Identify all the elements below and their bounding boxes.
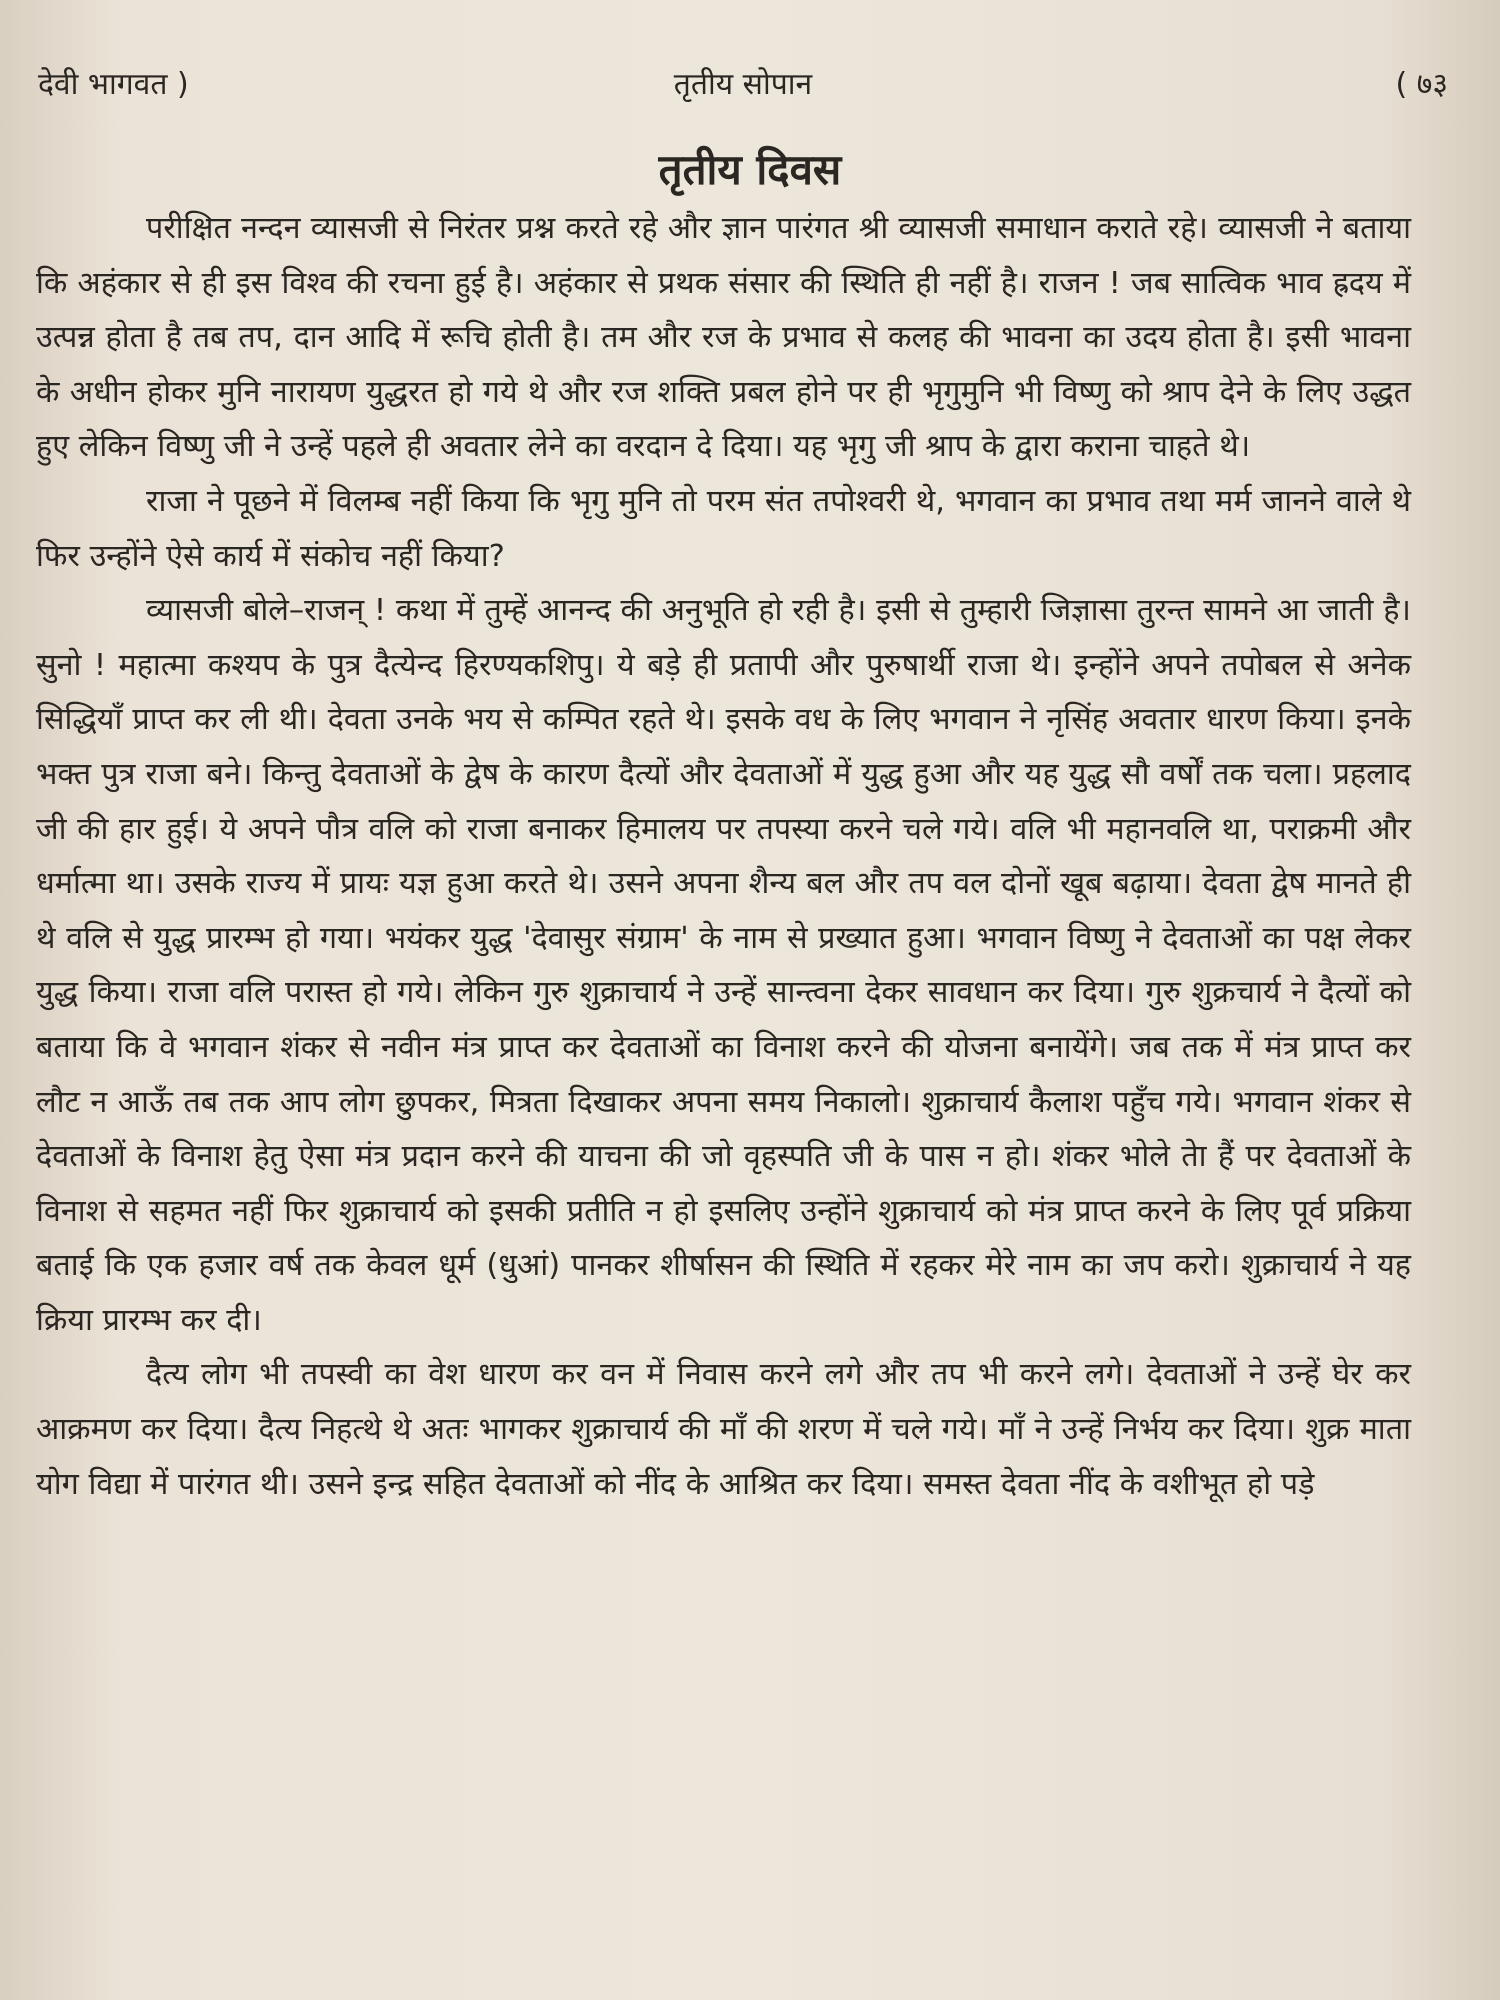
paragraph: परीक्षित नन्दन व्यासजी से निरंतर प्रश्न करते रहे और ज्ञान पारंगत श्री व्यासजी समाधान कराते रहे। व्यासजी ने बताया कि अहंकार से ही इस विश्व की रचना हुई है। अहंकार से प्रथक संसार की स्थिति ही नहीं है। राजन ! जब सात्विक भाव ह्रदय में उत्पन्न होता है तब तप, दान आदि में रूचि होती है। तम और रज के प्रभाव से कलह की भावना का उदय होता है। इसी भावना के अधीन होकर मुनि नारायण युद्धरत हो गये थे और रज शक्ति प्रबल होने पर ही भृगुमुनि भी विष्णु को श्राप देने के लिए उद्धत हुए लेकिन विष्णु जी ने उन्हें पहले ही अवतार लेने का वरदान दे दिया। यह भृगु जी श्राप के द्वारा कराना चाहते थे। [36,211,1411,465]
page-header [38,62,1448,112]
book-title: देवी भागवत ) [38,67,189,102]
paragraph: व्यासजी बोले–राजन् ! कथा में तुम्हें आनन्द की अनुभूति हो रही है। इसी से तुम्हारी जिज्ञासा तुरन्त सामने आ जाती है। सुनो ! महात्मा कश्यप के पुत्र दैत्येन्द हिरण्यकशिपु। ये बड़े ही प्रतापी और पुरुषार्थी राजा थे। इन्होंने अपने तपोबल से अनेक सिद्धियाँ प्राप्त कर ली थी। देवता उनके भय से कम्पित रहते थे। इसके वध के लिए भगवान ने नृसिंह अवतार धारण किया। इनके भक्त पुत्र राजा बने। किन्तु देवताओं के द्वेष के कारण दैत्यों और देवताओं में युद्ध हुआ और यह युद्ध सौ वर्षों तक चला। प्रहलाद जी की हार हुई। ये अपने पौत्र वलि को राजा बनाकर हिमालय पर तपस्या करने चले गये। वलि भी महानवलि था, पराक्रमी और धर्मात्मा था। उसके राज्य में प्रायः यज्ञ हुआ करते थे। उसने अपना शैन्य बल और तप वल दोनों खूब बढ़ाया। देवता द्वेष मानते ही थे वलि से युद्ध प्रारम्भ हो गया। भयंकर युद्ध 'देवासुर संग्राम' के नाम से प्रख्यात हुआ। भगवान विष्णु ने देवताओं का पक्ष लेकर युद्ध किया। राजा वलि परास्त हो गये। लेकिन गुरु शुक्राचार्य ने उन्हें सान्त्वना देकर सावधान कर दिया। गुरु शुक्रचार्य ने दैत्यों को बताया कि वे भगवान शंकर से नवीन मंत्र प्राप्त कर देवताओं का विनाश करने की योजना बनायेंगे। जब तक में मंत्र प्राप्त कर लौट न आऊँ तब तक आप लोग छुपकर, मित्रता दिखाकर अपना समय निकालो। शुक्राचार्य कैलाश पहुँच गये। भगवान शंकर से देवताओं के विनाश हेतु ऐसा मंत्र प्रदान करने की याचना की जो वृहस्पति जी के पास न हो। शंकर भोले तेा हैं पर देवताओं के विनाश से सहमत नहीं फिर शुक्राचार्य को इसकी प्रतीति न हो इसलिए उन्होंने शुक्राचार्य को मंत्र प्राप्त करने के लिए पूर्व प्रक्रिया बताई कि एक हजार वर्ष तक केवल धूर्म (धुआं) पानकर शीर्षासन की स्थिति में रहकर मेरे नाम का जप करो। शुक्राचार्य ने यह क्रिया प्रारम्भ कर दी। [36,593,1411,1338]
page-number: ( ७३ [1395,67,1448,102]
chapter-title: तृतीय दिवस [658,145,842,194]
paragraph: राजा ने पूछने में विलम्ब नहीं किया कि भृगु मुनि तो परम संत तपोश्वरी थे, भगवान का प्रभाव तथा मर्म जानने वाले थे फिर उन्होंने ऐसे कार्य में संकोच नहीं किया? [36,483,1411,574]
paragraph: दैत्य लोग भी तपस्वी का वेश धारण कर वन में निवास करने लगे और तप भी करने लगे। देवताओं ने उन्हें घेर कर आक्रमण कर दिया। दैत्य निहत्थे थे अतः भागकर शुक्राचार्य की माँ की शरण में चले गये। माँ ने उन्हें निर्भय कर दिया। शुक्र माता योग विद्या में पारंगत थी। उसने इन्द्र सहित देवताओं को नींद के आश्रित कर दिया। समस्त देवता नींद के वशीभूत हो पड़े [36,1357,1411,1502]
section-title: तृतीय सोपान [673,67,813,102]
body-text [36,202,1411,1512]
